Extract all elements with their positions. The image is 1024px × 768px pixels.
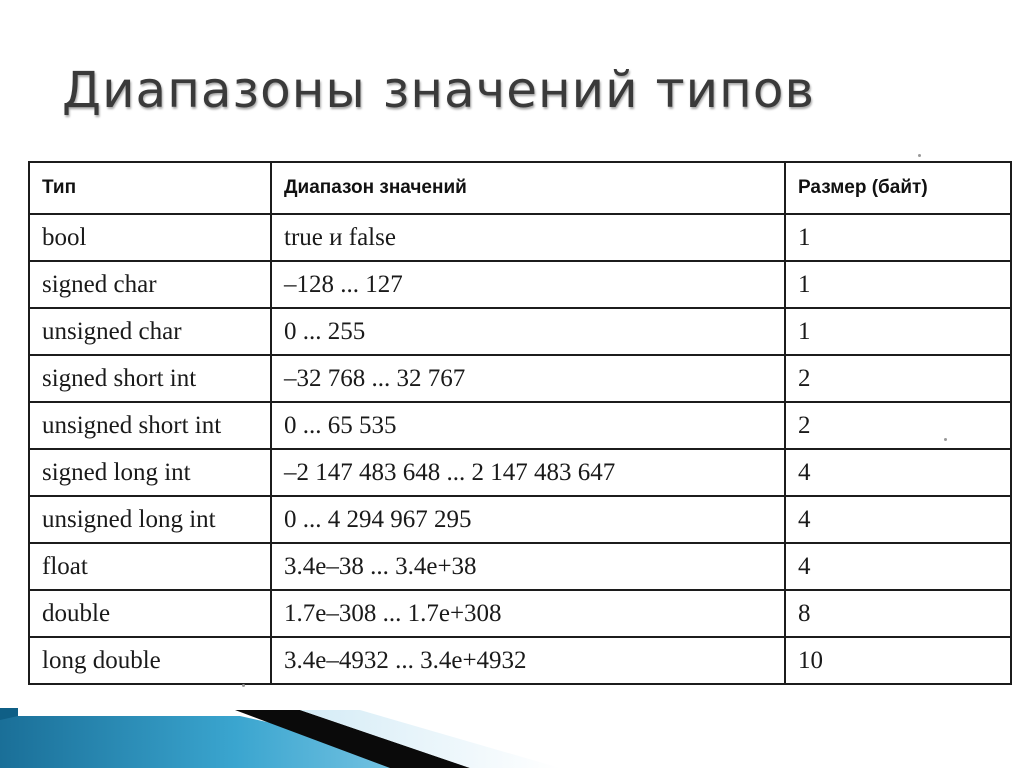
- header-size: Размер (байт): [785, 162, 1011, 214]
- scan-speck: [242, 684, 245, 687]
- table-row: [29, 261, 1011, 308]
- cell-size: 8: [785, 590, 1011, 637]
- cell-range: true и false: [271, 214, 785, 261]
- table-row: [29, 637, 1011, 684]
- cell-range: 0 ... 65 535: [271, 402, 785, 449]
- cell-range: 3.4e–4932 ... 3.4e+4932: [271, 637, 785, 684]
- cell-size: 10: [785, 637, 1011, 684]
- cell-type: double: [29, 590, 271, 637]
- slide-corner-decoration: [0, 708, 1024, 768]
- table-image: [18, 148, 1016, 720]
- cell-size: 4: [785, 496, 1011, 543]
- table-row: [29, 496, 1011, 543]
- table-header-row: [29, 162, 1011, 214]
- cell-range: –32 768 ... 32 767: [271, 355, 785, 402]
- cell-range: 3.4e–38 ... 3.4e+38: [271, 543, 785, 590]
- cell-type: signed char: [29, 261, 271, 308]
- slide-title: Диапазоны значений типов: [62, 61, 815, 119]
- cell-type: bool: [29, 214, 271, 261]
- types-table: [28, 161, 1012, 685]
- cell-type: unsigned char: [29, 308, 271, 355]
- cell-size: 4: [785, 449, 1011, 496]
- table-row: [29, 449, 1011, 496]
- cell-range: 0 ... 4 294 967 295: [271, 496, 785, 543]
- table-row: [29, 543, 1011, 590]
- cell-range: 0 ... 255: [271, 308, 785, 355]
- scan-speck: [944, 438, 947, 441]
- cell-range: –128 ... 127: [271, 261, 785, 308]
- scan-speck: [918, 154, 921, 157]
- cell-type: signed long int: [29, 449, 271, 496]
- table-row: [29, 355, 1011, 402]
- cell-type: float: [29, 543, 271, 590]
- cell-type: long double: [29, 637, 271, 684]
- table-row: [29, 402, 1011, 449]
- cell-size: 1: [785, 214, 1011, 261]
- cell-size: 1: [785, 261, 1011, 308]
- table-row: [29, 590, 1011, 637]
- table-row: [29, 214, 1011, 261]
- cell-size: 2: [785, 355, 1011, 402]
- header-type: Тип: [29, 162, 271, 214]
- cell-size: 4: [785, 543, 1011, 590]
- cell-range: 1.7e–308 ... 1.7e+308: [271, 590, 785, 637]
- cell-type: signed short int: [29, 355, 271, 402]
- cell-size: 1: [785, 308, 1011, 355]
- cell-type: unsigned short int: [29, 402, 271, 449]
- cell-range: –2 147 483 648 ... 2 147 483 647: [271, 449, 785, 496]
- cell-type: unsigned long int: [29, 496, 271, 543]
- cell-size: 2: [785, 402, 1011, 449]
- header-range: Диапазон значений: [271, 162, 785, 214]
- table-row: [29, 308, 1011, 355]
